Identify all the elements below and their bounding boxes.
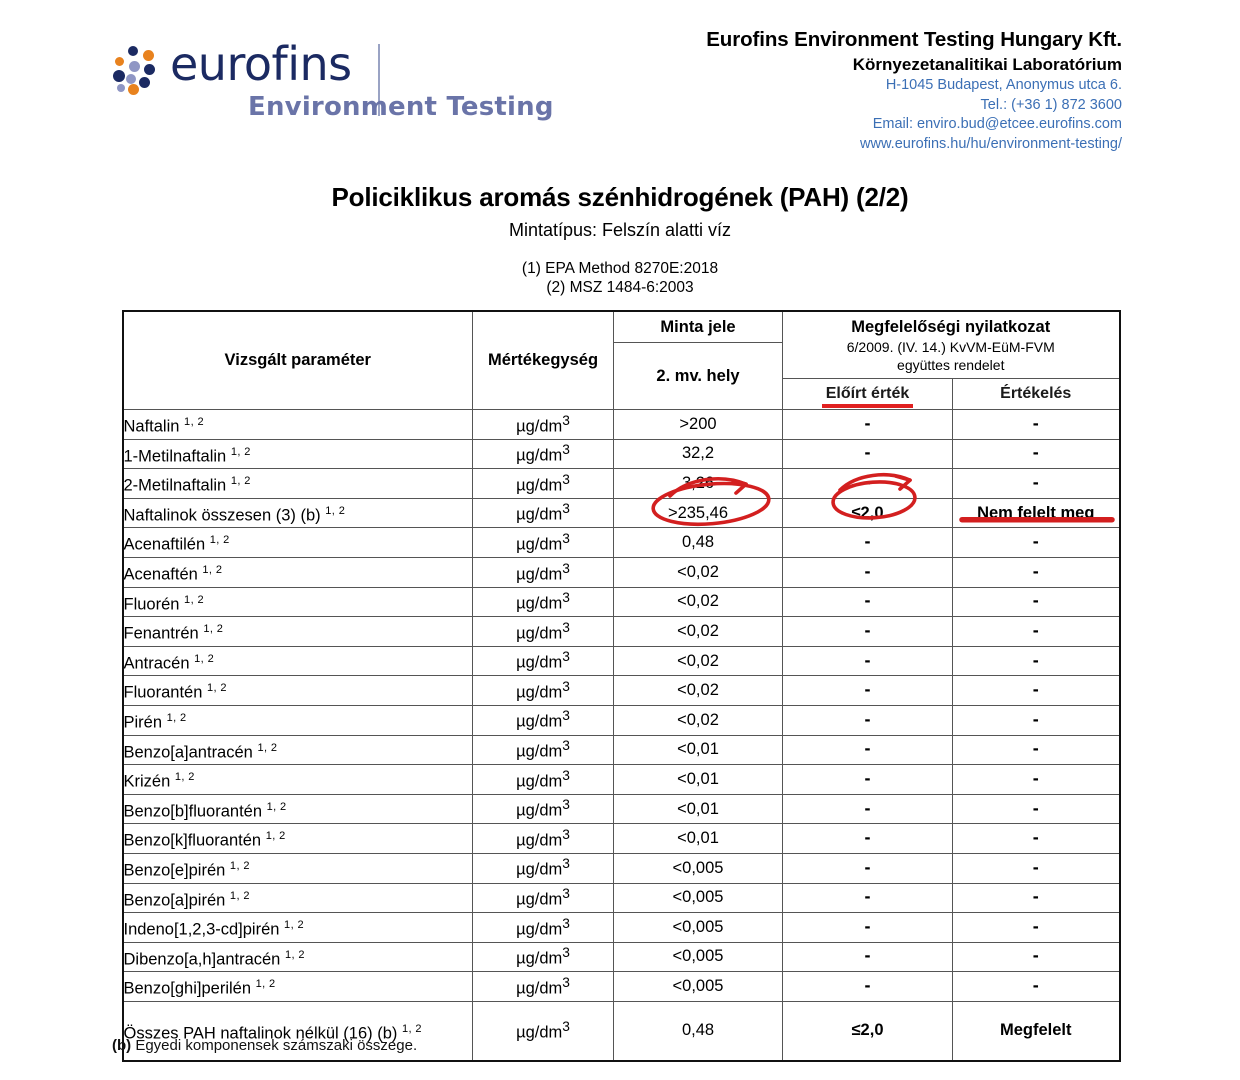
cell-measured-value: >235,46 xyxy=(614,498,783,528)
unit-text: µg/dm xyxy=(516,683,563,702)
unit-exponent: 3 xyxy=(562,708,570,724)
limit-dash: - xyxy=(864,856,871,877)
cell-measured-value: 0,48 xyxy=(614,1001,783,1061)
cell-measured-value: <0,01 xyxy=(614,765,783,795)
parameter-name: Naftalinok összesen (3) (b) xyxy=(123,506,321,525)
unit-text: µg/dm xyxy=(516,624,563,643)
table-row xyxy=(123,972,1120,1002)
limit-dash: - xyxy=(864,886,871,907)
limit-dash: - xyxy=(864,915,871,936)
evaluation-dash: - xyxy=(1032,767,1039,788)
cell-measured-value: <0,02 xyxy=(614,646,783,676)
cell-parameter xyxy=(123,469,473,499)
evaluation-dash: - xyxy=(1032,442,1039,463)
parameter-footnote-marker: 1, 2 xyxy=(202,564,223,577)
parameter-footnote-marker: 1, 2 xyxy=(325,504,346,517)
table-row xyxy=(123,942,1120,972)
cell-parameter xyxy=(123,676,473,706)
unit-text: µg/dm xyxy=(516,712,563,731)
evaluation-dash: - xyxy=(1032,738,1039,759)
unit-exponent: 3 xyxy=(562,649,570,665)
unit-text: µg/dm xyxy=(516,831,563,850)
parameter-footnote-marker: 1, 2 xyxy=(174,771,195,784)
cell-parameter xyxy=(123,972,473,1002)
table-row xyxy=(123,735,1120,765)
unit-exponent: 3 xyxy=(562,738,570,754)
parameter-name: Acenaftilén xyxy=(123,535,206,554)
parameter-name: Indeno[1,2,3-cd]pirén xyxy=(123,920,280,939)
parameter-footnote-marker: 1, 2 xyxy=(209,534,230,547)
limit-dash: - xyxy=(864,412,871,433)
cell-measured-value: <0,005 xyxy=(614,883,783,913)
limit-dash: - xyxy=(864,531,871,552)
evaluation-dash: - xyxy=(1032,945,1039,966)
table-row xyxy=(123,439,1120,469)
cell-unit xyxy=(473,735,614,765)
cell-parameter xyxy=(123,587,473,617)
cell-evaluation xyxy=(953,646,1120,676)
cell-limit-value xyxy=(783,824,953,854)
evaluation-dash: - xyxy=(1032,797,1039,818)
cell-measured-value: <0,02 xyxy=(614,557,783,587)
cell-parameter xyxy=(123,498,473,528)
parameter-name: Benzo[ghi]perilén xyxy=(123,979,252,998)
cell-unit xyxy=(473,676,614,706)
unit-exponent: 3 xyxy=(562,590,570,606)
cell-parameter xyxy=(123,942,473,972)
unit-exponent: 3 xyxy=(562,974,570,990)
unit-text: µg/dm xyxy=(516,920,563,939)
cell-parameter xyxy=(123,557,473,587)
parameter-name: Fenantrén xyxy=(123,624,199,643)
parameter-footnote-marker: 1, 2 xyxy=(230,445,251,458)
cell-evaluation xyxy=(953,587,1120,617)
evaluation-dash: - xyxy=(1032,975,1039,996)
parameter-name: Benzo[k]fluorantén xyxy=(123,831,262,850)
method-1: (1) EPA Method 8270E:2018 xyxy=(521,260,719,277)
evaluation-dash: - xyxy=(1032,590,1039,611)
cell-parameter xyxy=(123,410,473,440)
parameter-name: Pirén xyxy=(123,713,163,732)
cell-parameter xyxy=(123,735,473,765)
cell-evaluation xyxy=(953,853,1120,883)
cell-limit-value xyxy=(783,676,953,706)
parameter-name: 2-Metilnaftalin xyxy=(123,476,227,495)
table-head xyxy=(123,311,1120,410)
cell-limit-value xyxy=(783,557,953,587)
table-row xyxy=(123,646,1120,676)
cell-limit-value: ≤2,0 xyxy=(783,1001,953,1061)
parameter-name: Fluorén xyxy=(123,595,180,614)
table-row xyxy=(123,913,1120,943)
cell-parameter xyxy=(123,705,473,735)
limit-dash: - xyxy=(864,975,871,996)
table-row xyxy=(123,587,1120,617)
unit-text: µg/dm xyxy=(516,979,563,998)
cell-measured-value: <0,02 xyxy=(614,676,783,706)
table-row xyxy=(123,853,1120,883)
limit-dash: - xyxy=(864,797,871,818)
cell-evaluation xyxy=(953,735,1120,765)
cell-limit-value xyxy=(783,972,953,1002)
unit-exponent: 3 xyxy=(562,1019,570,1035)
unit-exponent: 3 xyxy=(562,412,570,428)
evaluation-dash: - xyxy=(1032,560,1039,581)
cell-measured-value: <0,005 xyxy=(614,942,783,972)
cell-limit-value xyxy=(783,735,953,765)
evaluation-dash: - xyxy=(1032,886,1039,907)
cell-parameter xyxy=(123,617,473,647)
cell-unit xyxy=(473,1001,614,1061)
cell-limit-value xyxy=(783,794,953,824)
table-row xyxy=(123,617,1120,647)
cell-unit xyxy=(473,913,614,943)
unit-exponent: 3 xyxy=(562,945,570,961)
table-row xyxy=(123,469,1120,499)
limit-dash: - xyxy=(864,945,871,966)
footnote-text: Egyedi komponensek számszaki összege. xyxy=(131,1037,418,1054)
parameter-footnote-marker: 1, 2 xyxy=(284,948,305,961)
sample-type: Mintatípus: Felszín alatti víz xyxy=(508,220,732,240)
parameter-name: Antracén xyxy=(123,654,190,673)
cell-measured-value: <0,005 xyxy=(614,972,783,1002)
parameter-footnote-marker: 1, 2 xyxy=(229,889,250,902)
evaluation-dash: - xyxy=(1032,412,1039,433)
table-row xyxy=(123,824,1120,854)
cell-limit-value xyxy=(783,646,953,676)
cell-parameter xyxy=(123,765,473,795)
unit-exponent: 3 xyxy=(562,856,570,872)
col-header-parameter: Vizsgált paraméter xyxy=(123,311,473,410)
cell-limit-value: ≤2,0 xyxy=(783,498,953,528)
title-block xyxy=(0,182,1240,297)
limit-dash: - xyxy=(864,560,871,581)
table-row xyxy=(123,794,1120,824)
unit-exponent: 3 xyxy=(562,560,570,576)
cell-unit xyxy=(473,853,614,883)
parameter-footnote-marker: 1, 2 xyxy=(257,741,278,754)
unit-text: µg/dm xyxy=(516,772,563,791)
unit-exponent: 3 xyxy=(562,442,570,458)
cell-limit-value xyxy=(783,410,953,440)
results-table-wrap xyxy=(122,310,1119,1062)
parameter-name: Naftalin xyxy=(123,417,180,436)
cell-evaluation xyxy=(953,676,1120,706)
unit-exponent: 3 xyxy=(562,530,570,546)
cell-evaluation xyxy=(953,913,1120,943)
cell-unit xyxy=(473,883,614,913)
evaluation-dash: - xyxy=(1032,708,1039,729)
contact-block xyxy=(706,27,1122,154)
unit-text: µg/dm xyxy=(516,446,563,465)
cell-limit-value xyxy=(783,528,953,558)
evaluation-dash: - xyxy=(1032,915,1039,936)
department-name: Környezetanalitikai Laboratórium xyxy=(852,55,1122,74)
company-email: Email: enviro.bud@etcee.eurofins.com xyxy=(872,116,1122,132)
footnote xyxy=(112,1037,417,1054)
cell-unit xyxy=(473,942,614,972)
cell-evaluation xyxy=(953,469,1120,499)
cell-parameter xyxy=(123,528,473,558)
unit-exponent: 3 xyxy=(562,915,570,931)
unit-text: µg/dm xyxy=(516,860,563,879)
cell-measured-value: <0,01 xyxy=(614,794,783,824)
limit-dash: - xyxy=(864,827,871,848)
limit-dash: - xyxy=(864,679,871,700)
parameter-name: Benzo[a]pirén xyxy=(123,891,226,910)
parameter-footnote-marker: 1, 2 xyxy=(194,652,215,665)
methods-block xyxy=(0,259,1240,297)
company-address: H-1045 Budapest, Anonymus utca 6. xyxy=(885,77,1122,93)
cell-limit-value xyxy=(783,587,953,617)
cell-parameter xyxy=(123,794,473,824)
eurofins-logo-icon xyxy=(112,46,164,96)
cell-unit xyxy=(473,824,614,854)
cell-evaluation xyxy=(953,942,1120,972)
parameter-footnote-marker: 1, 2 xyxy=(229,859,250,872)
limit-dash: - xyxy=(864,649,871,670)
cell-unit xyxy=(473,528,614,558)
evaluation-dash: - xyxy=(1032,619,1039,640)
cell-unit xyxy=(473,439,614,469)
cell-limit-value xyxy=(783,469,953,499)
parameter-footnote-marker: 1, 2 xyxy=(230,475,251,488)
unit-exponent: 3 xyxy=(562,886,570,902)
cell-measured-value: <0,005 xyxy=(614,853,783,883)
parameter-footnote-marker: 1, 2 xyxy=(166,711,187,724)
cell-limit-value xyxy=(783,705,953,735)
cell-parameter xyxy=(123,439,473,469)
unit-text: µg/dm xyxy=(516,565,563,584)
cell-parameter xyxy=(123,853,473,883)
parameter-name: Dibenzo[a,h]antracén xyxy=(123,950,281,969)
table-row xyxy=(123,498,1120,528)
cell-unit xyxy=(473,617,614,647)
cell-measured-value: >200 xyxy=(614,410,783,440)
cell-limit-value xyxy=(783,853,953,883)
unit-text: µg/dm xyxy=(516,417,563,436)
parameter-name: Benzo[a]antracén xyxy=(123,743,253,762)
unit-text: µg/dm xyxy=(516,535,563,554)
cell-limit-value xyxy=(783,617,953,647)
conformity-sub-2: együttes rendelet xyxy=(897,356,1005,373)
parameter-name: 1-Metilnaftalin xyxy=(123,447,227,466)
cell-unit xyxy=(473,587,614,617)
page-title: Policiklikus aromás szénhidrogének (PAH) (2/2) xyxy=(331,182,909,212)
cell-limit-value xyxy=(783,765,953,795)
col-header-conformity xyxy=(783,311,1120,379)
unit-exponent: 3 xyxy=(562,678,570,694)
footnote-marker: (b) xyxy=(112,1037,132,1054)
parameter-footnote-marker: 1, 2 xyxy=(184,593,204,606)
table-row xyxy=(123,705,1120,735)
cell-unit xyxy=(473,469,614,499)
parameter-name: Fluorantén xyxy=(123,683,203,702)
limit-dash: - xyxy=(864,442,871,463)
conformity-sub-1: 6/2009. (IV. 14.) KvVM-EüM-FVM xyxy=(846,338,1055,355)
cell-unit xyxy=(473,765,614,795)
table-row xyxy=(123,676,1120,706)
cell-measured-value: <0,02 xyxy=(614,587,783,617)
cell-evaluation xyxy=(953,557,1120,587)
unit-text: µg/dm xyxy=(516,1023,563,1042)
cell-evaluation xyxy=(953,765,1120,795)
unit-text: µg/dm xyxy=(516,476,563,495)
parameter-footnote-marker: 1, 2 xyxy=(184,416,204,429)
conformity-title: Megfelelőségi nyilatkozat xyxy=(851,317,1051,336)
limit-dash: - xyxy=(864,708,871,729)
unit-exponent: 3 xyxy=(562,501,570,517)
cell-evaluation xyxy=(953,617,1120,647)
unit-exponent: 3 xyxy=(562,797,570,813)
cell-measured-value: <0,02 xyxy=(614,705,783,735)
col-header-limit-label: Előírt érték xyxy=(825,385,910,402)
table-row xyxy=(123,765,1120,795)
parameter-footnote-marker: 1, 2 xyxy=(265,830,286,843)
cell-limit-value xyxy=(783,942,953,972)
evaluation-dash: - xyxy=(1032,471,1039,492)
eurofins-wordmark: eurofins xyxy=(170,37,352,91)
cell-unit xyxy=(473,557,614,587)
parameter-name: Összes PAH naftalinok nélkül (16) (b) xyxy=(123,1024,398,1043)
cell-evaluation xyxy=(953,705,1120,735)
evaluation-dash: - xyxy=(1032,856,1039,877)
page-header xyxy=(0,0,1240,160)
cell-evaluation xyxy=(953,528,1120,558)
cell-measured-value: 32,2 xyxy=(614,439,783,469)
cell-parameter xyxy=(123,883,473,913)
cell-evaluation xyxy=(953,410,1120,440)
cell-evaluation: Megfelelt xyxy=(953,1001,1120,1061)
parameter-name: Benzo[b]fluorantén xyxy=(123,802,263,821)
unit-text: µg/dm xyxy=(516,505,563,524)
parameter-footnote-marker: 1, 2 xyxy=(203,623,224,636)
col-header-sample-id: 2. mv. hely xyxy=(614,343,783,410)
brand-tagline: Environment Testing xyxy=(248,92,554,122)
limit-dash: - xyxy=(864,738,871,759)
parameter-footnote-marker: 1, 2 xyxy=(284,919,304,932)
cell-measured-value: <0,005 xyxy=(614,913,783,943)
cell-limit-value xyxy=(783,883,953,913)
limit-dash: - xyxy=(864,767,871,788)
company-website[interactable]: www.eurofins.hu/hu/environment-testing/ xyxy=(860,135,1122,152)
cell-evaluation xyxy=(953,972,1120,1002)
cell-measured-value: <0,02 xyxy=(614,617,783,647)
method-2: (2) MSZ 1484-6:2003 xyxy=(546,279,694,296)
cell-measured-value: <0,01 xyxy=(614,735,783,765)
cell-unit xyxy=(473,794,614,824)
col-header-unit: Mértékegység xyxy=(473,311,614,410)
parameter-name: Krizén xyxy=(123,772,171,791)
parameter-footnote-marker: 1, 2 xyxy=(401,1022,422,1035)
limit-dash: - xyxy=(864,619,871,640)
results-table xyxy=(122,310,1121,1062)
evaluation-dash: - xyxy=(1032,679,1039,700)
cell-measured-value: <0,01 xyxy=(614,824,783,854)
parameter-name: Benzo[e]pirén xyxy=(123,861,226,880)
unit-text: µg/dm xyxy=(516,801,563,820)
cell-unit xyxy=(473,646,614,676)
table-row xyxy=(123,883,1120,913)
parameter-footnote-marker: 1, 2 xyxy=(255,978,276,991)
unit-exponent: 3 xyxy=(562,826,570,842)
table-row xyxy=(123,410,1120,440)
cell-limit-value xyxy=(783,439,953,469)
cell-parameter xyxy=(123,913,473,943)
cell-unit xyxy=(473,410,614,440)
company-name: Eurofins Environment Testing Hungary Kft. xyxy=(706,28,1122,51)
cell-evaluation xyxy=(953,439,1120,469)
limit-dash: - xyxy=(864,590,871,611)
cell-unit xyxy=(473,705,614,735)
unit-text: µg/dm xyxy=(516,890,563,909)
table-body xyxy=(123,410,1120,1061)
cell-evaluation: Nem felelt meg xyxy=(953,498,1120,528)
unit-text: µg/dm xyxy=(516,742,563,761)
cell-unit xyxy=(473,972,614,1002)
unit-exponent: 3 xyxy=(562,619,570,635)
col-header-evaluation: Értékelés xyxy=(953,379,1120,410)
cell-unit xyxy=(473,498,614,528)
evaluation-dash: - xyxy=(1032,827,1039,848)
parameter-name: Acenaftén xyxy=(123,565,198,584)
unit-exponent: 3 xyxy=(562,471,570,487)
unit-text: µg/dm xyxy=(516,594,563,613)
col-header-limit xyxy=(783,379,953,410)
table-row xyxy=(123,528,1120,558)
company-phone: Tel.: (+36 1) 872 3600 xyxy=(980,96,1122,113)
cell-limit-value xyxy=(783,913,953,943)
unit-text: µg/dm xyxy=(516,653,563,672)
evaluation-dash: - xyxy=(1032,531,1039,552)
cell-measured-value: 0,48 xyxy=(614,528,783,558)
cell-parameter xyxy=(123,646,473,676)
evaluation-dash: - xyxy=(1032,649,1039,670)
col-header-sample-group: Minta jele xyxy=(614,311,783,343)
parameter-footnote-marker: 1, 2 xyxy=(266,800,287,813)
limit-dash: - xyxy=(864,471,871,492)
unit-exponent: 3 xyxy=(562,767,570,783)
cell-evaluation xyxy=(953,883,1120,913)
cell-measured-value: 3,26 xyxy=(614,469,783,499)
table-row xyxy=(123,557,1120,587)
unit-text: µg/dm xyxy=(516,949,563,968)
cell-parameter xyxy=(123,824,473,854)
cell-evaluation xyxy=(953,794,1120,824)
parameter-footnote-marker: 1, 2 xyxy=(206,682,227,695)
cell-evaluation xyxy=(953,824,1120,854)
